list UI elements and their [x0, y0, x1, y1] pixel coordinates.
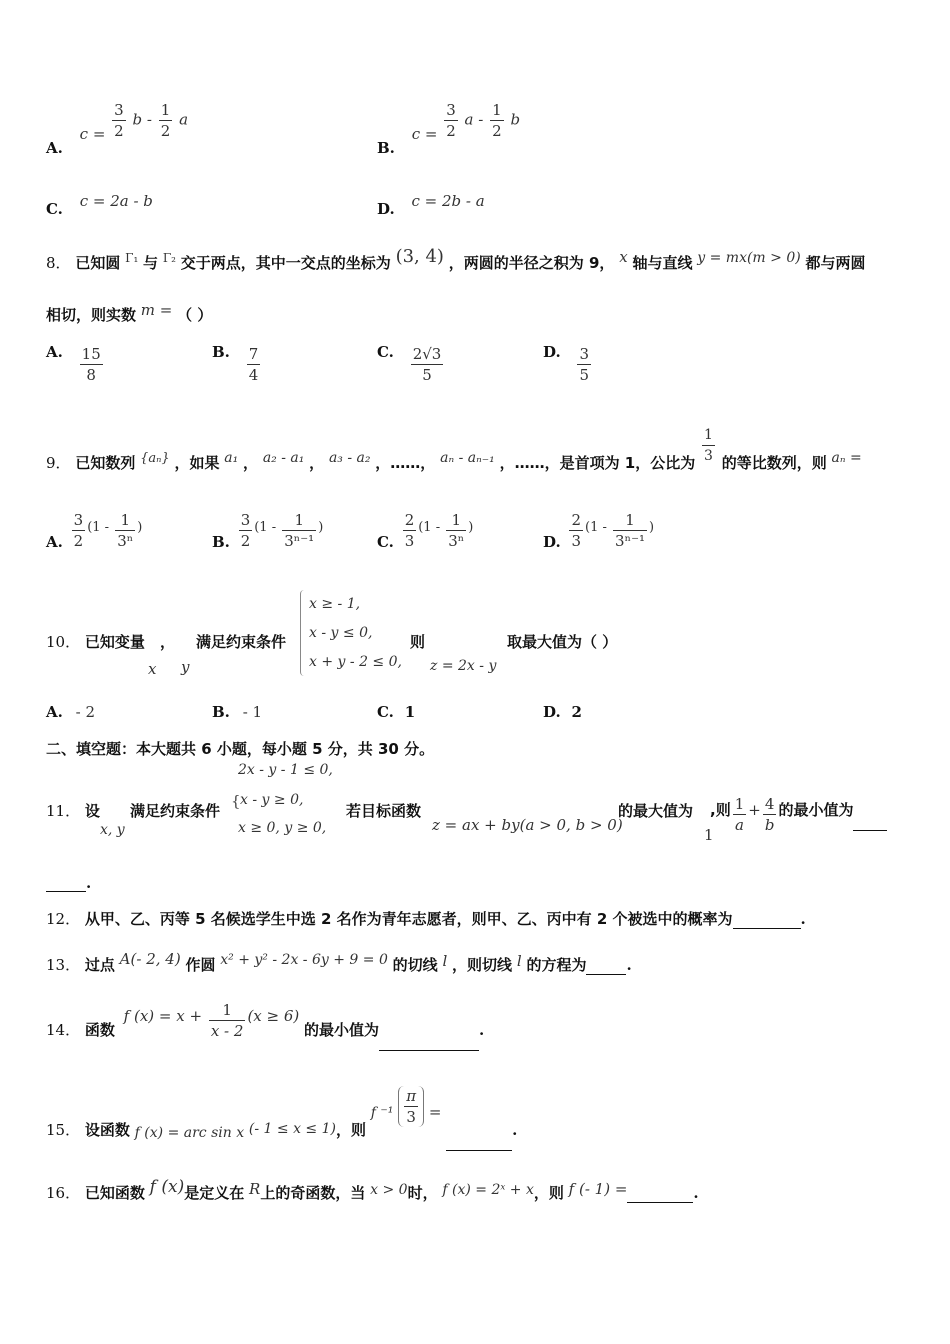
option-label: A. — [46, 532, 63, 551]
stem-text: （ ） — [177, 306, 213, 324]
q9-option-b[interactable] — [212, 510, 323, 551]
frac-num: 3 — [240, 511, 251, 529]
stem-text: ，如果 — [174, 453, 220, 472]
math-expr: f (x) = 2ˣ + x — [442, 1182, 534, 1198]
answer-blank[interactable] — [586, 958, 626, 975]
option-label: A. — [46, 703, 63, 721]
vector-var: b — [132, 110, 143, 129]
math-expr: f (x) = x + — [123, 1006, 207, 1025]
math-expr: Γ₂ — [162, 251, 176, 265]
option-label: D. — [543, 703, 561, 721]
frac-num: 1 — [492, 101, 502, 119]
section-heading: 二、填空题：本大题共 6 小题，每小题 5 分，共 30 分。 — [46, 740, 435, 758]
frac-num: 1 — [613, 510, 647, 531]
fraction — [490, 100, 504, 141]
frac-num: π — [406, 1087, 417, 1105]
end-punct: . — [800, 910, 806, 928]
stem-text: 与 — [143, 254, 159, 272]
frac-num: 1 — [115, 510, 135, 531]
stem-text: 取最大值为（ ） — [507, 633, 618, 651]
math-expr: a₃ - a₂ — [328, 449, 371, 466]
math-expr: z = 2x - y — [430, 658, 497, 674]
frac-num: 2√3 — [412, 345, 442, 363]
frac-den: 3ⁿ — [448, 532, 465, 550]
option-label: D. — [377, 200, 395, 218]
math-expr: (1 - — [254, 519, 281, 535]
math-expr: f ⁻¹ — [370, 1104, 394, 1121]
stem-text: ，则 — [533, 1184, 564, 1202]
q14 — [46, 1000, 484, 1041]
vector-var: a — [179, 110, 189, 129]
math-expr: l — [516, 952, 522, 970]
frac-den: 2 — [114, 122, 124, 140]
option-label: D. — [543, 342, 561, 361]
q9-option-c[interactable] — [377, 510, 473, 551]
frac-den: a — [735, 816, 744, 834]
question-number: 9． — [46, 453, 71, 472]
fraction — [613, 510, 647, 551]
math-expr: a₂ - a₁ — [262, 449, 305, 466]
option-label: D. — [543, 532, 561, 551]
math-expr: y = mx(m > 0) — [697, 250, 801, 266]
stem-text: ，……， — [375, 453, 436, 472]
stem-text: ，……，是首项为 1，公比为 — [499, 453, 696, 472]
stem-text: 交于两点，其中一交点的坐标为 — [180, 254, 391, 272]
option-label: C. — [377, 532, 394, 551]
q12 — [46, 908, 806, 929]
frac-den: 3ⁿ⁻¹ — [615, 532, 645, 550]
math-expr: f (x) = arc sin x — [134, 1124, 245, 1141]
answer-blank[interactable] — [46, 875, 86, 892]
math-expr: ) — [468, 519, 474, 535]
end-punct: . — [86, 874, 92, 892]
math-op: - — [146, 110, 157, 129]
option-label: C. — [46, 200, 63, 218]
fraction — [403, 510, 417, 551]
math-expr: (3, 4) — [395, 246, 444, 267]
option-label: B. — [212, 703, 230, 721]
option-label: A. — [46, 342, 63, 361]
stem-text: ， — [309, 453, 325, 472]
stem-text: 是定义在 — [184, 1184, 245, 1202]
question-number: 16． — [46, 1184, 81, 1202]
frac-den: 3 — [404, 532, 415, 550]
math-expr: (1 - — [418, 519, 445, 535]
frac-den: 2 — [446, 122, 456, 140]
math-expr: x² + y² - 2x - 6y + 9 = 0 — [220, 952, 388, 968]
question-number: 11． — [46, 802, 81, 820]
constraint-line: x - y ≥ 0, — [240, 792, 304, 808]
fraction — [159, 100, 173, 141]
math-expr: R — [249, 1180, 261, 1198]
frac-den: 5 — [422, 366, 432, 384]
fraction — [404, 1086, 418, 1127]
frac-den: 2 — [73, 532, 84, 550]
stem-text: 已知变量 — [84, 633, 145, 651]
question-number: 8． — [46, 254, 71, 272]
stem-text: 轴与直线 — [632, 254, 693, 272]
math-expr: a₁ — [224, 449, 239, 466]
frac-den: 8 — [86, 366, 96, 384]
math-expr: ) — [137, 519, 143, 535]
fraction — [112, 100, 126, 141]
fraction — [72, 510, 86, 551]
fraction — [282, 510, 316, 551]
stem-text: 设函数 — [84, 1120, 130, 1139]
math-expr: - 1 — [242, 703, 263, 721]
q10-option-b[interactable] — [212, 703, 262, 721]
stem-text: 的方程为 — [526, 956, 587, 974]
frac-num: 4 — [763, 794, 777, 815]
frac-num: 15 — [81, 345, 101, 363]
frac-num: 3 — [73, 511, 84, 529]
option-label: B. — [377, 138, 395, 157]
stem-text: 时， — [407, 1184, 438, 1202]
q8-option-a[interactable] — [46, 344, 105, 385]
option-label: A. — [46, 138, 63, 157]
frac-num: 7 — [248, 345, 259, 363]
option-label: B. — [212, 532, 230, 551]
math-expr: z = ax + by(a > 0, b > 0) — [432, 816, 623, 834]
answer-blank[interactable] — [733, 912, 801, 929]
q7-option-b[interactable] — [377, 100, 521, 157]
question-number: 12． — [46, 910, 81, 928]
answer-blank[interactable] — [446, 1134, 512, 1151]
constraint-line: x - y ≤ 0, — [309, 625, 373, 641]
frac-num: 1 — [209, 1000, 246, 1021]
q8-option-d[interactable] — [543, 344, 593, 385]
option-value: 1 — [404, 703, 416, 721]
stem-text: 满足约束条件 — [196, 633, 287, 651]
math-expr: - 2 — [75, 703, 96, 721]
math-expr: m = — [140, 301, 173, 319]
frac-den: 3ⁿ — [117, 532, 134, 550]
stem-text: 的最大值为 — [618, 802, 694, 820]
frac-num: 1 — [160, 101, 171, 119]
math-expr: c = 2b - a — [411, 192, 485, 210]
math-expr: x, y — [100, 822, 125, 838]
stem-text: 都与两圆 — [805, 254, 866, 272]
q10-option-a[interactable] — [46, 703, 95, 721]
q8-stem-line1 — [46, 246, 866, 273]
fraction — [569, 510, 583, 551]
q15 — [46, 1086, 518, 1141]
answer-blank[interactable] — [853, 814, 887, 831]
question-number: 10． — [46, 633, 81, 651]
math-expr: aₙ - aₙ₋₁ — [440, 449, 495, 466]
fraction — [733, 794, 747, 835]
q10-option-c[interactable] — [377, 703, 415, 721]
q13 — [46, 950, 632, 975]
end-punct: . — [479, 1020, 485, 1039]
option-label: C. — [377, 342, 394, 361]
fraction — [763, 794, 777, 835]
math-expr: aₙ = — [831, 449, 862, 466]
stem-text: 的最小值为 — [304, 1020, 380, 1039]
stem-text: 已知圆 — [75, 254, 121, 272]
stem-text: 上的奇函数，当 — [260, 1184, 366, 1202]
math-expr: c = — [411, 124, 443, 143]
stem-text: 过点 — [84, 956, 115, 974]
frac-den: 3 — [571, 532, 582, 550]
fraction — [247, 344, 261, 385]
frac-den: 4 — [248, 366, 259, 384]
q11-fraction-expr — [710, 794, 887, 835]
frac-den: 3 — [406, 1108, 416, 1126]
option-label: C. — [377, 703, 394, 721]
stem-text: ，则 — [335, 1120, 366, 1139]
stem-text: 从甲、乙、丙等 5 名候选学生中选 2 名作为青年志愿者，则甲、乙、丙中有 2 个被选中的概率为 — [84, 910, 733, 928]
stem-text: 若目标函数 — [346, 802, 422, 820]
stem-text: 则 — [410, 633, 426, 651]
math-expr: (1 - — [585, 519, 612, 535]
stem-text: 的切线 — [392, 956, 438, 974]
fraction — [115, 510, 135, 551]
constraint-line: x ≥ 0, y ≥ 0, — [238, 820, 327, 836]
math-expr: A(- 2, 4) — [119, 950, 181, 968]
frac-den: 2 — [492, 122, 502, 140]
fraction — [702, 425, 715, 466]
question-number: 15． — [46, 1120, 81, 1139]
paren-group — [398, 1086, 424, 1127]
stem-text: 函数 — [84, 1020, 115, 1039]
vector-var: b — [510, 110, 521, 129]
fraction — [239, 510, 253, 551]
math-op: + — [748, 800, 761, 819]
constraint-line: x ≥ - 1, — [309, 596, 361, 612]
math-expr: Γ₁ — [125, 251, 139, 265]
math-expr: c = — [79, 124, 111, 143]
q8-option-c[interactable] — [377, 344, 445, 385]
frac-num: 3 — [446, 101, 456, 119]
math-expr: {aₙ} — [140, 450, 170, 466]
math-expr: f (x) — [149, 1177, 185, 1197]
frac-num: 1 — [702, 425, 715, 446]
stem-text: ， — [243, 453, 259, 472]
constraint-line: 2x - y - 1 ≤ 0, — [238, 762, 333, 778]
question-number: 13． — [46, 956, 81, 974]
frac-den: x - 2 — [210, 1022, 244, 1040]
fraction — [446, 510, 466, 551]
fraction — [411, 344, 444, 385]
question-number: 14． — [46, 1020, 81, 1039]
frac-den: 3ⁿ⁻¹ — [284, 532, 315, 550]
vector-var: a — [464, 110, 474, 129]
q7-option-d[interactable] — [377, 192, 485, 218]
frac-den: 2 — [240, 532, 251, 550]
frac-num: 1 — [734, 795, 745, 813]
math-expr: x > 0 — [370, 1182, 408, 1198]
stem-text: 作圆 — [185, 956, 216, 974]
frac-den: 2 — [160, 122, 171, 140]
stem-text: ，两圆的半径之积为 9， — [448, 254, 615, 272]
math-op: = — [424, 1102, 447, 1121]
math-expr: l — [442, 952, 448, 970]
math-expr: (x ≥ 6) — [247, 1006, 300, 1025]
fraction — [209, 1000, 246, 1041]
q7-option-a[interactable] — [46, 100, 189, 157]
frac-den: 5 — [579, 366, 590, 384]
math-expr: 1 — [704, 826, 714, 844]
fraction — [444, 100, 458, 141]
q11-blank-continue[interactable] — [46, 874, 91, 892]
stem-text: 满足约束条件 — [130, 802, 221, 820]
math-op: - — [478, 110, 489, 129]
q10-stem — [46, 631, 145, 652]
constraint-brace — [300, 590, 305, 676]
frac-num: 3 — [579, 345, 590, 363]
end-punct: . — [626, 956, 632, 974]
stem-text: 的最小值为 — [778, 800, 854, 819]
stem-text: 已知函数 — [84, 1184, 145, 1202]
math-expr: f (- 1) = — [568, 1180, 628, 1198]
frac-num: 3 — [114, 101, 124, 119]
stem-text: 已知数列 — [75, 453, 136, 472]
frac-num: 2 — [404, 511, 415, 529]
q7-option-c[interactable] — [46, 192, 153, 218]
end-punct: . — [693, 1184, 699, 1202]
q8-option-b[interactable] — [212, 344, 262, 385]
stem-text: ，则切线 — [452, 956, 513, 974]
q10-option-d[interactable] — [543, 703, 582, 721]
answer-blank[interactable] — [627, 1186, 693, 1203]
math-expr: ) — [318, 519, 324, 535]
frac-num: 1 — [446, 510, 466, 531]
math-expr: (- 1 ≤ x ≤ 1) — [248, 1120, 336, 1137]
frac-den: 3 — [704, 448, 713, 464]
q9-option-d[interactable] — [543, 510, 654, 551]
math-expr: y — [181, 658, 190, 676]
q9-option-a[interactable] — [46, 510, 142, 551]
constraint-brace: { — [231, 792, 241, 810]
end-punct: . — [512, 1120, 518, 1139]
constraint-line: x + y - 2 ≤ 0, — [309, 654, 402, 670]
q16 — [46, 1177, 699, 1203]
stem-text: ,则 — [710, 800, 731, 819]
stem-text: 设 — [84, 802, 100, 820]
stem-text: ， — [160, 633, 176, 651]
q8-stem-line2 — [46, 301, 213, 325]
q11-stem — [46, 800, 100, 821]
frac-den: b — [764, 816, 775, 834]
option-label: B. — [212, 342, 230, 361]
q9-stem — [46, 425, 862, 472]
math-expr: ) — [649, 519, 655, 535]
stem-text: 相切，则实数 — [46, 306, 137, 324]
stem-text: 的等比数列，则 — [721, 453, 827, 472]
math-expr: x — [619, 248, 628, 266]
frac-num: 1 — [282, 510, 316, 531]
frac-num: 2 — [571, 511, 582, 529]
option-value: 2 — [571, 703, 582, 721]
fraction — [577, 344, 591, 385]
fraction — [80, 344, 103, 385]
math-expr: c = 2a - b — [79, 192, 153, 210]
math-expr: (1 - — [87, 519, 114, 535]
math-expr: x — [148, 660, 157, 678]
answer-blank[interactable] — [379, 1034, 479, 1051]
